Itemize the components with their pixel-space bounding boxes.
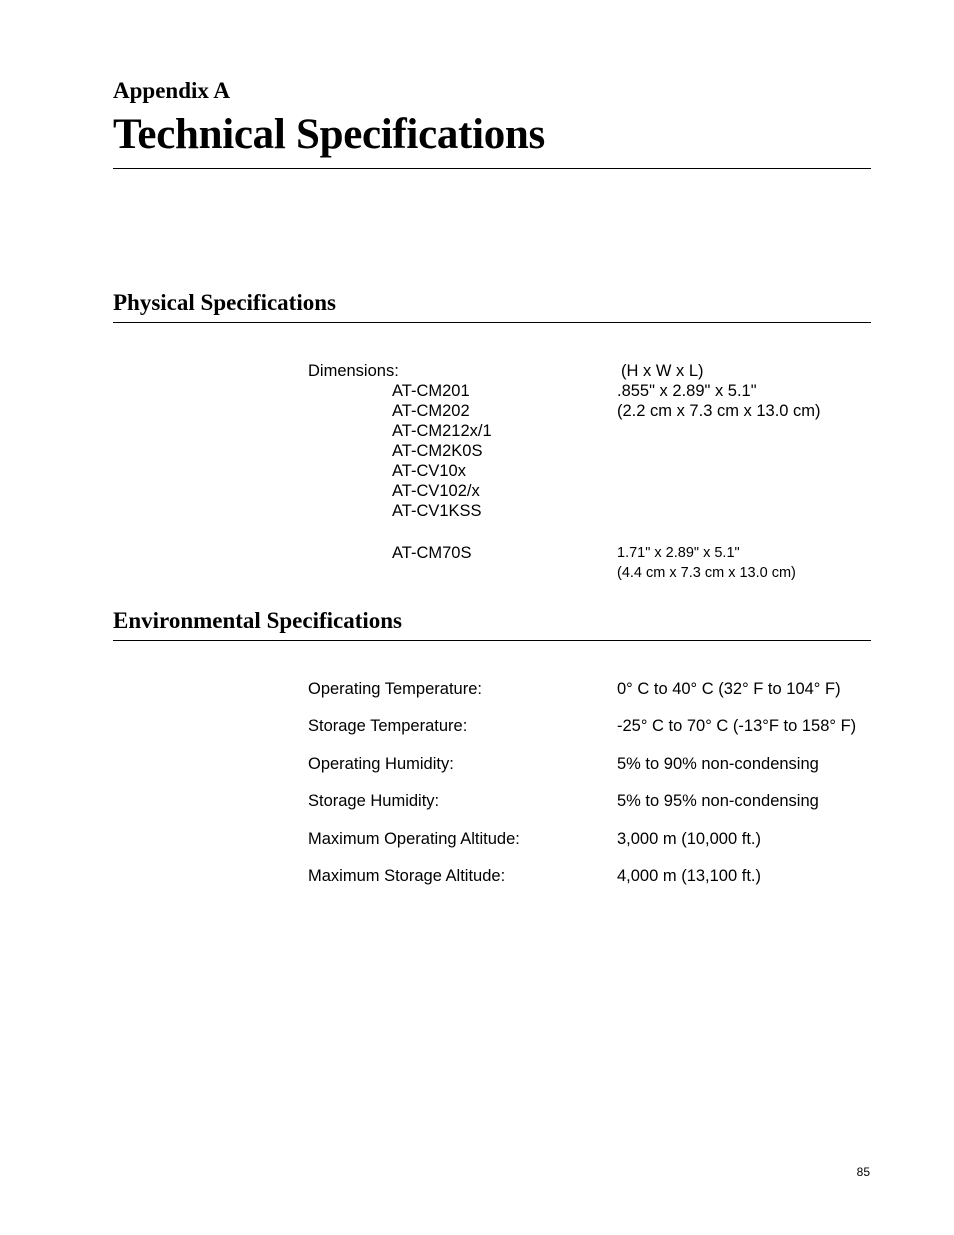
env-row-label: Maximum Storage Altitude: (308, 867, 506, 885)
env-row-value: 4,000 m (13,100 ft.) (617, 867, 761, 885)
page-number: 85 (856, 1165, 870, 1179)
environmental-rule (113, 640, 871, 641)
env-row-value: 0° C to 40° C (32° F to 104° F) (617, 680, 841, 698)
env-row-label: Maximum Operating Altitude: (308, 830, 520, 848)
env-row-label: Storage Humidity: (308, 792, 440, 810)
group1-size-inches: .855" x 2.89" x 5.1" (617, 382, 757, 400)
model-item: AT-CM201 (392, 382, 470, 400)
model-item: AT-CM212x/1 (392, 422, 492, 440)
model-item: AT-CV1KSS (392, 502, 482, 520)
appendix-label: Appendix A (113, 78, 230, 103)
model-item: AT-CM202 (392, 402, 470, 420)
model-item: AT-CV102/x (392, 482, 480, 500)
environmental-heading: Environmental Specifications (113, 608, 403, 633)
model-item: AT-CV10x (392, 462, 466, 480)
env-row-label: Storage Temperature: (308, 717, 468, 735)
env-row-value: -25° C to 70° C (-13°F to 158° F) (617, 717, 857, 735)
env-row-value: 3,000 m (10,000 ft.) (617, 830, 761, 848)
env-row-label: Operating Humidity: (308, 755, 454, 773)
model-item: AT-CM2K0S (392, 442, 483, 460)
group2-size-inches: 1.71" x 2.89" x 5.1" (617, 545, 740, 561)
env-row-value: 5% to 95% non-condensing (617, 792, 819, 810)
physical-rule (113, 322, 871, 323)
dimensions-label: Dimensions: (308, 362, 399, 380)
page-title: Technical Specifications (113, 111, 545, 158)
physical-heading: Physical Specifications (113, 290, 336, 315)
group1-size-cm: (2.2 cm x 7.3 cm x 13.0 cm) (617, 402, 821, 420)
model-list (392, 381, 492, 521)
group2-size-cm: (4.4 cm x 7.3 cm x 13.0 cm) (617, 565, 796, 581)
title-rule (113, 168, 871, 169)
env-row-value: 5% to 90% non-condensing (617, 755, 819, 773)
model-item-cm70s: AT-CM70S (392, 544, 472, 562)
env-row-label: Operating Temperature: (308, 680, 482, 698)
dimensions-units: (H x W x L) (621, 362, 704, 380)
